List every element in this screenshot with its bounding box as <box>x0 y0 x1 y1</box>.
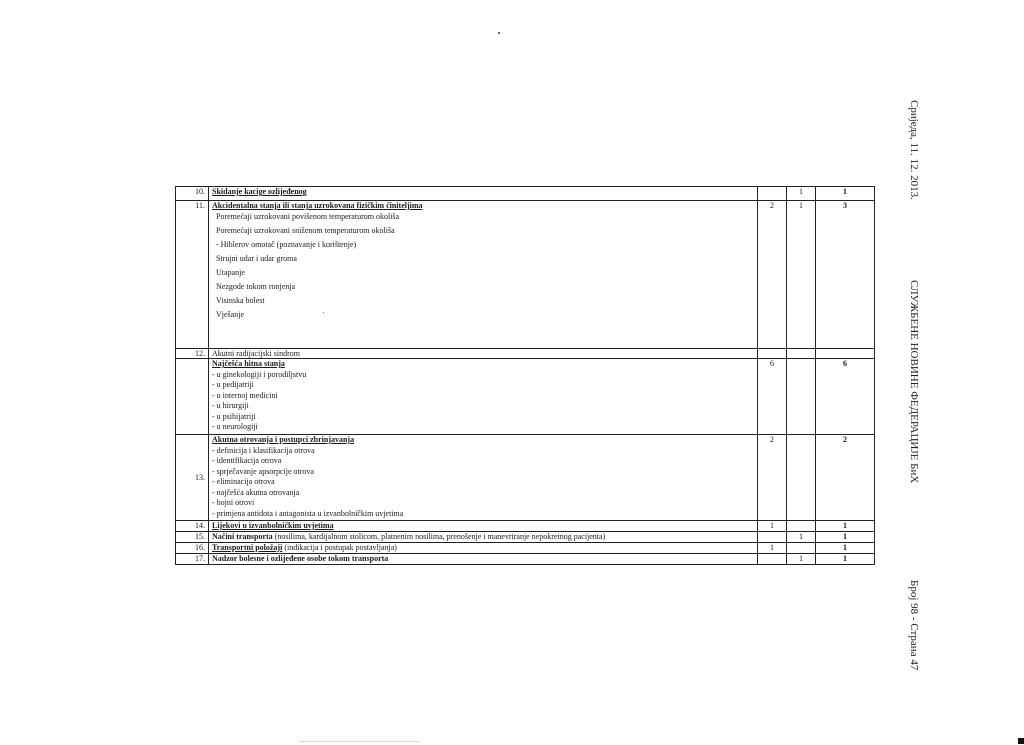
topic-item: - u ginekologiji i porodiljstvu <box>212 369 307 379</box>
topic-item: Nezgode tokom ronjenja <box>216 282 296 291</box>
row-title: Nadzor bolesne i ozlijeđene osobe tokom transporta <box>209 554 758 565</box>
topic-item: Vješanje <box>216 310 244 319</box>
hours-total: 2 <box>816 435 875 521</box>
hours-total: 6 <box>816 359 875 435</box>
table-row <box>176 349 875 359</box>
topic-item: - primjena antidota i antagonista u izvanbolničkim uvjetima <box>212 508 404 518</box>
topic-item: - u pedijatriji <box>212 380 254 389</box>
hours-total: 1 <box>816 554 875 565</box>
header-publication: СЛУЖБЕНЕ НОВИНЕ ФЕДЕРАЦИЈЕ БиХ <box>908 280 920 484</box>
row-number: 16. <box>176 543 209 554</box>
scan-artifact <box>1018 738 1024 744</box>
hours-total: 1 <box>816 543 875 554</box>
hours-col-1: 1 <box>758 521 787 532</box>
hours-col-1: 1 <box>758 543 787 554</box>
row-content: Akutna otrovanja i postupci zbrinjavanja - definicija i klasifikacija otrova - identifikacija otrova - sprječavanje apsorpcije otrova - eliminacija otrova - najčešća akutna otrovanja - bojni otrovi - primjena antidota i antagonista u izvanbolničkim uvjetima <box>209 435 758 521</box>
topic-item: - definicija i klasifikacija otrova <box>212 445 315 455</box>
row-title: Lijekovi u izvanbolničkim uvjetima <box>209 521 758 532</box>
row-number: 10. <box>176 187 209 201</box>
row-title: Akutni radijacijski sindrom <box>209 349 758 359</box>
running-header <box>906 100 922 700</box>
row-description: (nosilima, kardijalnom stolicom, platnenim nosilima, prenošenje i manevriranje nepokretnog pacijenta) <box>274 532 606 541</box>
table-row <box>176 521 875 532</box>
topic-item: Strujni udar i udar groma <box>216 254 297 263</box>
hours-col-1: 2 <box>758 435 787 521</box>
row-number: 17. <box>176 554 209 565</box>
hours-col-1 <box>758 532 787 543</box>
curriculum-table <box>175 186 875 565</box>
row-number: 15. <box>176 532 209 543</box>
row-content: Najčešća hitna stanja - u ginekologiji i porodiljstvu - u pedijatriji - u internoj medicini - u hirurgiji - u psihijatriji - u neurologiji <box>209 359 758 435</box>
row-number: 14. <box>176 521 209 532</box>
table-row <box>176 187 875 201</box>
row-number: 12. <box>176 349 209 359</box>
table-row <box>176 543 875 554</box>
row-title: Skidanje kacige ozlijeđenog <box>209 187 758 201</box>
hours-col-2: 1 <box>787 554 816 565</box>
hours-col-1 <box>758 187 787 201</box>
hours-total: 1 <box>816 521 875 532</box>
hours-total: 1 <box>816 532 875 543</box>
topic-item: - eliminacija otrova <box>212 477 275 486</box>
topic-item: Utapanje <box>216 268 245 277</box>
row-title: Transportni položaji (indikacija i postupak postavljanja) <box>209 543 758 554</box>
topic-item: - Hiblerov omotač (poznavanje i korištenje) <box>216 240 357 249</box>
topic-item: - u internoj medicini <box>212 390 278 400</box>
row-title: Načini transporta (nosilima, kardijalnom stolicom, platnenim nosilima, prenošenje i manevriranje nepokretnog pacijenta) <box>209 532 758 543</box>
hours-col-1: 6 <box>758 359 787 435</box>
hours-col-2: 1 <box>787 532 816 543</box>
hours-col-2: 1 <box>787 201 816 349</box>
header-page-info: Број 98 - Страна 47 <box>908 580 920 671</box>
hours-col-2 <box>787 435 816 521</box>
topic-item: - u psihijatriji <box>212 411 256 421</box>
table-row <box>176 359 875 435</box>
topic-item: - najčešća akutna otrovanja <box>212 487 300 497</box>
table-row <box>176 554 875 565</box>
row-number: 13. <box>176 435 209 521</box>
topic-item: - u neurologiji <box>212 422 258 431</box>
table-row <box>176 435 875 521</box>
scan-speck <box>498 32 500 34</box>
row-content: Akcidentalna stanja ili stanja uzrokovana fizičkim činiteljima Poremećaji uzrokovani povišenom temperaturom okoliša Poremećaji uzrokovani sniženom temperaturom okoliša - Hiblerov omotač (poznavanje i korištenje) Strujni udar i udar groma Utapanje Nezgode tokom ronjenja Visinska bolest Vješanje <box>209 201 758 349</box>
topic-item: Visinska bolest <box>216 296 265 305</box>
hours-col-1 <box>758 554 787 565</box>
table-row <box>176 532 875 543</box>
table-row <box>176 201 875 349</box>
header-date: Сриједа, 11. 12. 2013. <box>908 100 920 200</box>
hours-col-2 <box>787 521 816 532</box>
scan-speck <box>323 312 324 313</box>
topic-item: Poremećaji uzrokovani sniženom temperaturom okoliša <box>216 226 395 235</box>
scan-artifact <box>300 741 420 742</box>
hours-col-1: 2 <box>758 201 787 349</box>
topic-item: - bojni otrovi <box>212 498 255 507</box>
row-description: (indikacija i postupak postavljanja) <box>284 543 397 552</box>
topic-item: - sprječavanje apsorpcije otrova <box>212 466 314 476</box>
hours-col-2: 1 <box>787 187 816 201</box>
topic-item: - identifikacija otrova <box>212 456 282 465</box>
hours-total: 3 <box>816 201 875 349</box>
topic-item: Poremećaji uzrokovani povišenom temperaturom okoliša <box>216 212 400 221</box>
row-number: 11. <box>176 201 209 349</box>
hours-col-2 <box>787 543 816 554</box>
hours-col-2 <box>787 359 816 435</box>
hours-total: 1 <box>816 187 875 201</box>
topic-item: - u hirurgiji <box>212 401 249 410</box>
